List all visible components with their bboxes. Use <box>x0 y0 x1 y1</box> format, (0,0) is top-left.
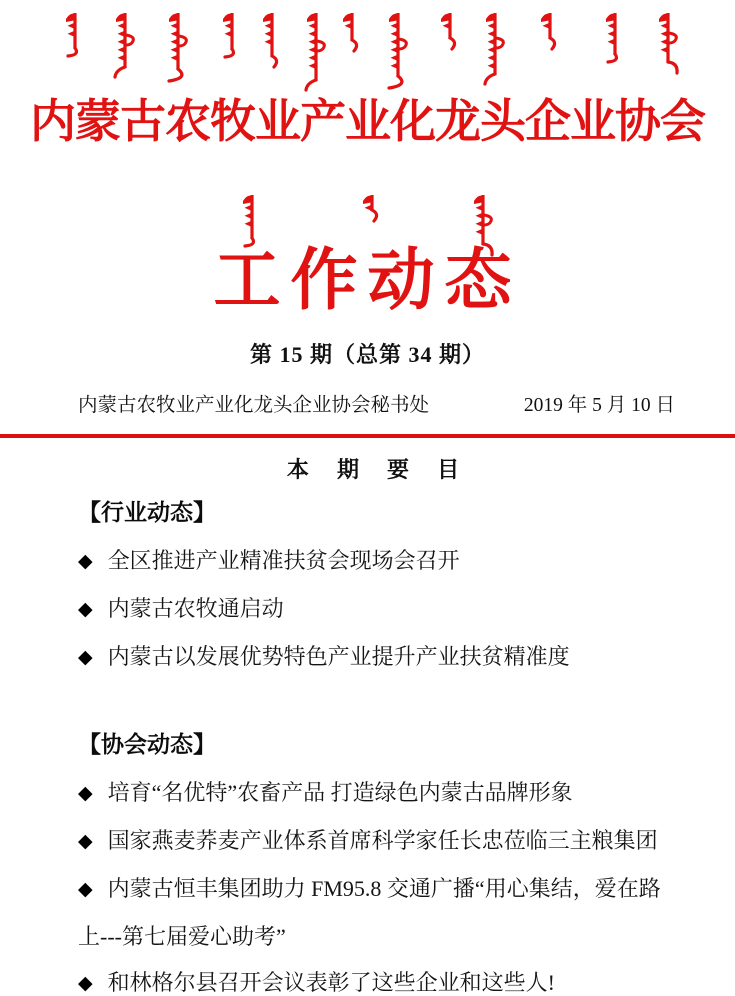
publisher-row <box>78 391 675 421</box>
diamond-bullet-icon: ◆ <box>78 551 93 572</box>
mongolian-word-glyph <box>257 10 287 72</box>
toc-item-text: 培育“名优特”农畜产品 打造绿色内蒙古品牌形象 <box>107 780 573 805</box>
toc-item <box>78 770 679 818</box>
mongolian-word-glyph <box>217 10 247 65</box>
diamond-bullet-icon: ◆ <box>78 647 93 668</box>
toc-item <box>78 960 679 996</box>
toc-item-text: 内蒙古农牧通启动 <box>107 596 284 621</box>
toc-item-text: 内蒙古恒丰集团助力 FM95.8 交通广播“用心集结，爱在路上---第七届爱心助考” <box>78 876 661 949</box>
toc-item-text: 内蒙古以发展优势特色产业提升产业扶贫精准度 <box>107 644 570 669</box>
mongolian-word-glyph <box>653 10 683 78</box>
mongolian-word-glyph <box>535 10 565 54</box>
toc-item <box>78 538 679 586</box>
diamond-bullet-icon: ◆ <box>78 783 93 804</box>
mongolian-word-glyph <box>357 192 387 226</box>
contents-heading: 本 期 要 目 <box>286 457 471 482</box>
divider-rule <box>0 434 735 438</box>
publisher-name: 内蒙古农牧业产业化龙头企业协会秘书处 <box>78 395 430 416</box>
toc-section <box>78 496 679 682</box>
mongolian-script-masthead <box>0 10 735 98</box>
toc-item <box>78 866 679 960</box>
mongolian-word-glyph <box>600 10 630 70</box>
toc-item <box>78 818 679 866</box>
mongolian-word-glyph <box>110 10 140 83</box>
bulletin-title: 工作动态 <box>213 244 522 318</box>
issue-number: 第 15 期（总第 34 期） <box>249 342 485 367</box>
mongolian-word-glyph <box>480 10 510 90</box>
mongolian-word-glyph <box>337 10 367 56</box>
toc-item-text: 和林格尔县召开会议表彰了这些企业和这些人! <box>107 970 555 995</box>
diamond-bullet-icon: ◆ <box>78 879 93 900</box>
toc-item-text: 全区推进产业精准扶贫会现场会召开 <box>107 548 460 573</box>
mongolian-word-glyph <box>60 10 90 64</box>
diamond-bullet-icon: ◆ <box>78 599 93 620</box>
contents-toc <box>78 448 679 996</box>
mongolian-word-glyph <box>163 10 193 85</box>
toc-item <box>78 586 679 634</box>
section-title: 【协会动态】 <box>78 731 216 757</box>
mongolian-word-glyph <box>435 10 465 54</box>
diamond-bullet-icon: ◆ <box>78 831 93 852</box>
section-title: 【行业动态】 <box>78 499 216 525</box>
org-title: 内蒙古农牧业产业化龙头企业协会 <box>30 96 705 147</box>
publish-date: 2019 年 5 月 10 日 <box>523 395 675 416</box>
diamond-bullet-icon: ◆ <box>78 973 93 994</box>
toc-section <box>78 728 679 996</box>
mongolian-word-glyph <box>383 10 413 92</box>
toc-item <box>78 634 679 682</box>
toc-item-text: 国家燕麦荞麦产业体系首席科学家任长忠莅临三主粮集团 <box>107 828 658 853</box>
toc-sections <box>78 496 679 996</box>
mongolian-word-glyph <box>301 10 331 96</box>
